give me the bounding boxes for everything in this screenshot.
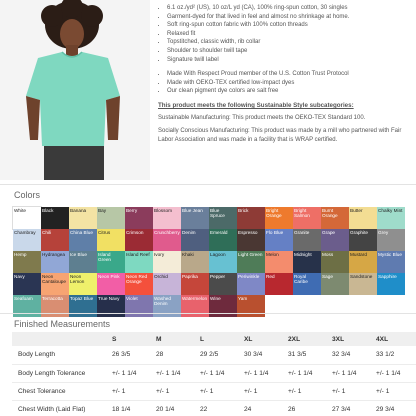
color-swatch[interactable]: Bay	[97, 207, 125, 229]
color-swatch[interactable]: Violet	[125, 295, 153, 317]
color-swatch[interactable]: Flo Blue	[265, 229, 293, 251]
color-swatch[interactable]: Watermelon	[181, 295, 209, 317]
color-swatch[interactable]: Chili	[41, 229, 69, 251]
color-swatch[interactable]: Chalky Mint	[377, 207, 405, 229]
table-cell: 22	[196, 400, 240, 416]
measurements-table	[12, 332, 416, 416]
table-row	[12, 346, 416, 364]
row-label: Chest Width (Laid Flat)	[12, 400, 108, 416]
color-swatch[interactable]: Sapphire	[377, 273, 405, 295]
row-label: Body Length Tolerance	[12, 364, 108, 382]
color-swatch[interactable]: Hydrangea	[41, 251, 69, 273]
sustainability-item: • Made With Respect Proud member of the U.S. Cotton Trust Protocol	[167, 70, 412, 79]
column-header-size: 2XL	[284, 332, 328, 346]
table-cell: +/- 1	[240, 382, 284, 400]
color-swatch[interactable]: Hemp	[13, 251, 41, 273]
product-features	[158, 4, 412, 144]
colors-title: Colors	[14, 190, 41, 200]
color-swatch[interactable]: Mustard	[349, 251, 377, 273]
color-swatch[interactable]: Yam	[237, 295, 265, 317]
table-cell: 20 1/4	[152, 400, 196, 416]
table-cell: +/- 1 1/4	[196, 364, 240, 382]
product-photo	[0, 0, 150, 180]
color-swatch[interactable]: Ice Blue	[69, 251, 97, 273]
table-cell: +/- 1	[196, 382, 240, 400]
sustainability-item: • Made with OEKO-TEX certified low-impact dyes	[167, 79, 412, 88]
feature-item: • Signature twill label	[167, 56, 412, 65]
color-swatch[interactable]: Sandstone	[349, 273, 377, 295]
color-swatch[interactable]: Chambray	[13, 229, 41, 251]
color-swatch[interactable]: Neon Red Orange	[125, 273, 153, 295]
table-cell: +/- 1 1/4	[108, 364, 152, 382]
color-swatch[interactable]: Granite	[293, 229, 321, 251]
color-swatch[interactable]: Bright Orange	[265, 207, 293, 229]
feature-list	[158, 4, 412, 64]
column-header-label	[12, 332, 108, 346]
feature-item: • Shoulder to shoulder twill tape	[167, 47, 412, 56]
row-label: Body Length	[12, 346, 108, 364]
color-swatch[interactable]: Wine	[209, 295, 237, 317]
row-label: Chest Tolerance	[12, 382, 108, 400]
color-swatch[interactable]: Pepper	[209, 273, 237, 295]
color-swatch[interactable]: Periwinkle	[237, 273, 265, 295]
table-cell: 24	[240, 400, 284, 416]
sustainability-list	[158, 70, 412, 96]
color-swatch[interactable]: Melon	[265, 251, 293, 273]
table-cell: +/- 1	[152, 382, 196, 400]
table-cell: 29 3/4	[372, 400, 416, 416]
color-swatch[interactable]: White	[13, 207, 41, 229]
table-cell: +/- 1 1/4	[240, 364, 284, 382]
column-header-size: XL	[240, 332, 284, 346]
feature-item: • Garment-dyed for that lived in feel and almost no shrinkage at home.	[167, 13, 412, 22]
feature-item: • 6.1 oz./yd² (US), 10 oz/L yd (CA), 100% ring-spun cotton, 30 singles	[167, 4, 412, 13]
color-swatch[interactable]: Blossom	[153, 207, 181, 229]
color-swatch[interactable]: Emerald	[209, 229, 237, 251]
column-header-size: S	[108, 332, 152, 346]
table-cell: 30 3/4	[240, 346, 284, 364]
color-swatch-grid	[13, 207, 403, 317]
divider	[0, 313, 416, 314]
color-swatch[interactable]: Paprika	[181, 273, 209, 295]
table-cell: 29 2/5	[196, 346, 240, 364]
color-swatch[interactable]: Blue Jean	[181, 207, 209, 229]
color-swatch[interactable]: Red	[265, 273, 293, 295]
sustainable-manufacturing-text: Sustainable Manufacturing: This product meets the OEKO-TEX Standard 100.	[158, 114, 366, 121]
table-cell: 31 3/5	[284, 346, 328, 364]
color-swatch[interactable]: Neon Lemon	[69, 273, 97, 295]
table-cell: 26	[284, 400, 328, 416]
table-header-row	[12, 332, 416, 346]
color-swatch[interactable]: Brick	[237, 207, 265, 229]
table-cell: +/- 1	[108, 382, 152, 400]
color-swatch[interactable]: Terracotta	[41, 295, 69, 317]
color-swatch[interactable]: Sage	[321, 273, 349, 295]
color-swatch[interactable]: Light Green	[237, 251, 265, 273]
color-swatch[interactable]: Espresso	[237, 229, 265, 251]
color-swatch[interactable]: Moss	[321, 251, 349, 273]
table-cell: 26 3/5	[108, 346, 152, 364]
table-cell: +/- 1	[328, 382, 372, 400]
color-swatch[interactable]: Island Green	[97, 251, 125, 273]
color-swatch[interactable]: Crimson	[125, 229, 153, 251]
table-row	[12, 400, 416, 416]
color-swatch[interactable]: Island Reef	[125, 251, 153, 273]
divider	[0, 184, 416, 185]
color-swatch[interactable]: Neon Cantaloupe	[41, 273, 69, 295]
color-swatch[interactable]: Topaz Blue	[69, 295, 97, 317]
color-swatch[interactable]: Burnt Orange	[321, 207, 349, 229]
color-swatch[interactable]: Midnight	[293, 251, 321, 273]
table-cell: 32 3/4	[328, 346, 372, 364]
color-swatch[interactable]: Orchid	[153, 273, 181, 295]
color-swatch[interactable]: True Navy	[97, 295, 125, 317]
color-swatch[interactable]: Washed Denim	[153, 295, 181, 317]
table-cell: 27 3/4	[328, 400, 372, 416]
table-cell: +/- 1 1/4	[372, 364, 416, 382]
table-cell: 18 1/4	[108, 400, 152, 416]
table-cell: 33 1/2	[372, 346, 416, 364]
column-header-size: M	[152, 332, 196, 346]
column-header-size: 3XL	[328, 332, 372, 346]
color-swatch[interactable]: Bright Salmon	[293, 207, 321, 229]
color-swatch[interactable]: Blue Spruce	[209, 207, 237, 229]
color-swatch[interactable]: Denim	[181, 229, 209, 251]
color-swatch[interactable]: Royal Caribe	[293, 273, 321, 295]
color-swatch[interactable]: Seafoam	[13, 295, 41, 317]
sustainability-item: • Our clean pigment dye colors are salt free	[167, 87, 412, 96]
color-swatch[interactable]: Citrus	[97, 229, 125, 251]
table-cell: +/- 1	[372, 382, 416, 400]
color-swatch[interactable]: Black	[41, 207, 69, 229]
color-swatch[interactable]: Lagoon	[209, 251, 237, 273]
table-row	[12, 382, 416, 400]
table-cell: +/- 1 1/4	[328, 364, 372, 382]
color-swatch[interactable]: Graphite	[349, 229, 377, 251]
table-cell: +/- 1 1/4	[152, 364, 196, 382]
table-cell: +/- 1 1/4	[284, 364, 328, 382]
column-header-size: 4XL	[372, 332, 416, 346]
table-row	[12, 364, 416, 382]
color-swatch[interactable]: Berry	[125, 207, 153, 229]
column-header-size: L	[196, 332, 240, 346]
feature-item: • Soft ring-spun cotton fabric with 100% cotton threads	[167, 21, 412, 30]
color-swatch[interactable]: Neon Pink	[97, 273, 125, 295]
color-swatch[interactable]: Banana	[69, 207, 97, 229]
color-swatch[interactable]: Mystic Blue	[377, 251, 405, 273]
color-swatch[interactable]: Crunchberry	[153, 229, 181, 251]
table-cell: 28	[152, 346, 196, 364]
measurements-title: Finished Measurements	[14, 319, 111, 329]
color-swatch[interactable]: China Blue	[69, 229, 97, 251]
table-cell: +/- 1	[284, 382, 328, 400]
color-swatch[interactable]: Grape	[321, 229, 349, 251]
color-swatch[interactable]: Navy	[13, 273, 41, 295]
feature-item: • Relaxed fit	[167, 30, 412, 39]
color-swatch[interactable]: Khaki	[181, 251, 209, 273]
color-swatch[interactable]: Butter	[349, 207, 377, 229]
color-swatch[interactable]: Ivory	[153, 251, 181, 273]
color-swatch[interactable]: Grey	[377, 229, 405, 251]
subcategory-heading: This product meets the following Sustainable Style subcategories:	[158, 101, 354, 109]
feature-item: • Topstitched, classic width, rib collar	[167, 38, 412, 47]
socially-conscious-text: Socially Conscious Manufacturing: This product was made by a mill who partnered with Fair Labor Association and was made in a facility that is WRAP certified.	[158, 128, 402, 143]
